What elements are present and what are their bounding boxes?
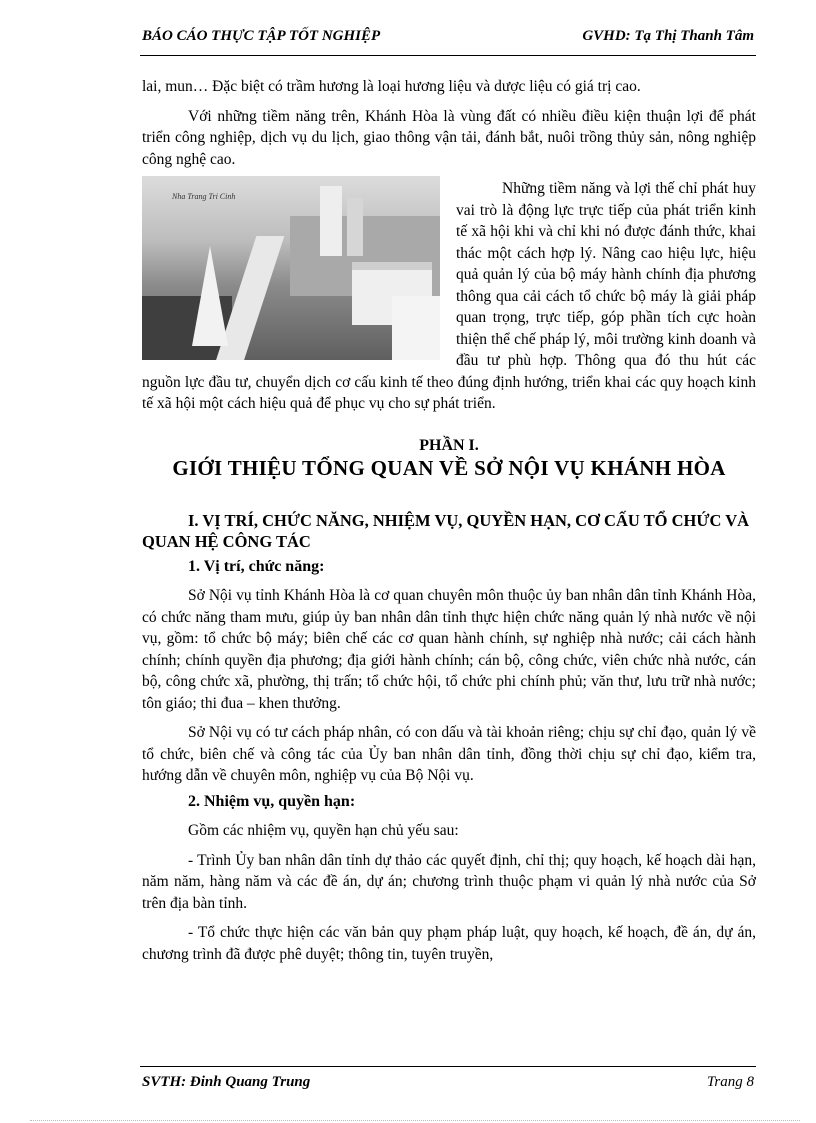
paragraph-legal-status: Sở Nội vụ có tư cách pháp nhân, có con dấu và tài khoản riêng; chịu sự chỉ đạo, quản lý về tổ chức, biên chế và công tác của Ủy ban nhân dân tỉnh, đồng thời chịu sự chỉ đạo, kiểm tra, hướng dẫn về chuyên môn, nghiệp vụ của Bộ Nội vụ. bbox=[142, 724, 756, 784]
footer-divider bbox=[140, 1066, 756, 1067]
part-title: GIỚI THIỆU TỔNG QUAN VỀ SỞ NỘI VỤ KHÁNH HÒA bbox=[172, 456, 726, 480]
footer-student: SVTH: Đinh Quang Trung bbox=[142, 1074, 311, 1090]
page-footer bbox=[142, 1074, 754, 1091]
paragraph-advantages: Những tiềm năng và lợi thế chỉ phát huy vai trò là động lực trực tiếp của phát triển kinh tế xã hội khi và chỉ khi nó được đánh thức, khai thác một cách hợp lý. Nâng cao hiệu lực, hiệu quả quản lý của bộ máy hành chính địa phương thông qua cải cách tổ chức bộ máy là giải pháp quan trọng, trực tiếp, góp phần tích cực hoàn thiện thể chế pháp lý, môi trường kinh doanh và đầu tư phù hợp. Thông qua đó thu hút các nguồn lực đầu tư, chuyển dịch cơ cấu kinh tế theo đúng định hướng, triển khai các quy hoạch kinh tế xã hội một cách hiệu quả để phục vụ cho sự phát triển. bbox=[142, 180, 756, 412]
nha-trang-city-photo bbox=[142, 176, 440, 360]
part-label: PHẦN I. bbox=[419, 436, 479, 454]
paragraph-potential: Với những tiềm năng trên, Khánh Hòa là vùng đất có nhiều điều kiện thuận lợi để phát triển công nghiệp, dịch vụ du lịch, giao thông vận tải, đánh bắt, nuôi trồng thủy sản, nông nghiệp công nghệ cao. bbox=[142, 107, 756, 168]
page-edge bbox=[30, 1120, 800, 1121]
paragraph-position: Sở Nội vụ tỉnh Khánh Hòa là cơ quan chuyên môn thuộc ủy ban nhân dân tỉnh Khánh Hòa, có chức năng tham mưu, giúp ủy ban nhân dân tỉnh thực hiện chức năng quản lý nhà nước về nội vụ, gồm: tổ chức bộ máy; biên chế các cơ quan hành chính, sự nghiệp nhà nước; cải cách hành chính; chính quyền địa phương; địa giới hành chính; cán bộ, công chức, viên chức nhà nước, cán bộ, công chức xã, phường, thị trấn; tổ chức hội, tổ chức phi chính phủ; văn thư, lưu trữ nhà nước; tôn giáo; thi đua – khen thưởng. bbox=[142, 587, 756, 712]
subsection-position: 1. Vị trí, chức năng: bbox=[188, 557, 325, 575]
footer-page-number: Trang 8 bbox=[706, 1074, 754, 1090]
paragraph-duty-1: - Trình Ủy ban nhân dân tỉnh dự thảo các quyết định, chỉ thị; quy hoạch, kế hoạch dài hạn, năm năm, hàng năm và các đề án, dự án; chương trình thuộc phạm vi quản lý nhà nước của Sở trên địa bàn tỉnh. bbox=[142, 851, 756, 912]
page-content bbox=[142, 76, 756, 965]
page-header bbox=[142, 28, 754, 45]
header-supervisor: GVHD: Tạ Thị Thanh Tâm bbox=[582, 28, 754, 44]
photo-caption: Nha Trang Tri Cinh bbox=[172, 192, 236, 201]
paragraph-duty-2: - Tổ chức thực hiện các văn bản quy phạm pháp luật, quy hoạch, kế hoạch, đề án, dự án, chương trình đã được phê duyệt; thông tin, tuyên truyền, bbox=[142, 924, 756, 963]
header-report-title: BÁO CÁO THỰC TẬP TỐT NGHIỆP bbox=[142, 28, 381, 44]
subsection-duties: 2. Nhiệm vụ, quyền hạn: bbox=[188, 792, 356, 810]
paragraph-continued: lai, mun… Đặc biệt có trầm hương là loại hương liệu và dược liệu có giá trị cao. bbox=[142, 78, 641, 95]
header-divider bbox=[140, 55, 756, 56]
paragraph-duties-intro: Gồm các nhiệm vụ, quyền hạn chủ yếu sau: bbox=[188, 822, 459, 839]
section-title: I. VỊ TRÍ, CHỨC NĂNG, NHIỆM VỤ, QUYỀN HẠN, CƠ CẤU TỔ CHỨC VÀ QUAN HỆ CÔNG TÁC bbox=[142, 510, 750, 551]
